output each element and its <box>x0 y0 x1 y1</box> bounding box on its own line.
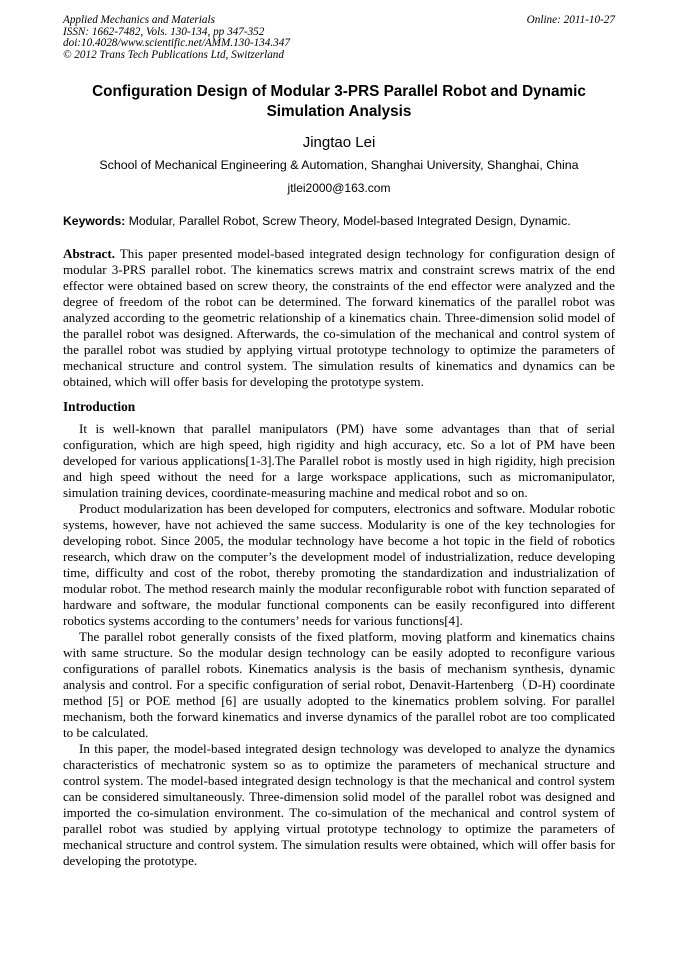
doi-link[interactable]: doi:10.4028/www.scientific.net/AMM.130-134.347 <box>63 37 290 49</box>
section-heading-introduction: Introduction <box>63 399 136 414</box>
paragraph: It is well-known that parallel manipulators (PM) have some advantages than that of serial configuration, which are high speed, high rigidity and high accuracy, etc. So a lot of PM have been developed for various applications[1-3].The Parallel robot is mostly used in high rigidity, high precision and high speed without the need for a large workspace applications, such as micromanipulator, simulation training devices, coordinate-measuring machine and medical robot and so on. <box>63 421 615 500</box>
paper-title: Configuration Design of Modular 3-PRS Parallel Robot and Dynamic Simulation Analysis <box>92 83 586 120</box>
abstract <box>63 246 615 390</box>
issn-line: ISSN: 1662-7482, Vols. 130-134, pp 347-352 <box>63 25 265 38</box>
abstract-label: Abstract. <box>63 246 115 261</box>
keywords-list: Modular, Parallel Robot, Screw Theory, Model-based Integrated Design, Dynamic. <box>128 214 571 228</box>
keywords-label: Keywords: <box>63 214 126 228</box>
author-email[interactable]: jtlei2000@163.com <box>287 181 391 195</box>
journal-header <box>63 15 615 61</box>
journal-name: Applied Mechanics and Materials <box>63 14 215 26</box>
paragraph: Product modularization has been developed for computers, electronics and software. Modular robotic systems, however, have not achieved the same success. Modularity is one of the key technologies for developing robot. Since 2005, the modular technology have become a hot topic in the field of robotics research, which draw on the computer’s the development model of industrialization, reduce developing time, difficulty and cost of the robot, thereby promoting the standardization and industrialization of modular robot. The method research mainly the modular reconfigurable robot with function separated of hardware and software, the modular functional components can be easily reconfigured into different robotics systems according to the contumers’ needs for various functions[4]. <box>63 501 615 628</box>
abstract-text: This paper presented model-based integrated design technology for configuration design of modular 3-PRS parallel robot. The kinematics screws matrix and constraint screws matrix of the end effector were obtained based on screw theory, the constraints of the end effector were analyzed and the degree of freedom of the robot can be determined. The forward kinematics of the parallel robot was analyzed according to the geometric relationship of a kinematics chain. Three-dimension solid model of the parallel robot was designed. Afterwards, the co-simulation of the mechanical and control system of the parallel robot was studied by applying virtual prototype technology to optimize the parameters of mechanical structure and control system. The simulation results of kinematics and dynamics can be obtained, which will offer basis for developing the prototype system. <box>63 246 615 389</box>
copyright-line: © 2012 Trans Tech Publications Ltd, Switzerland <box>63 48 284 61</box>
online-date: Online: 2011-10-27 <box>526 14 615 26</box>
keywords <box>63 213 615 229</box>
paragraph: In this paper, the model-based integrated design technology was developed to analyze the dynamics characteristics of mechatronic system so as to optimize the parameters of mechanical structure and control system. The model-based integrated design technology is that the mechanical and control system can be considered simultaneously. Three-dimension solid model of the parallel robot was designed and imported the co-simulation environment. The co-simulation of the mechanical and control system of parallel robot was studied by applying virtual prototype technology to optimize the parameters of mechanical structure and control system. The simulation results were obtained, which will offer basis for developing the prototype. <box>63 741 615 868</box>
introduction-body <box>63 421 615 869</box>
author-affiliation: School of Mechanical Engineering & Automation, Shanghai University, Shanghai, China <box>99 158 579 172</box>
author-name: Jingtao Lei <box>302 134 376 151</box>
paragraph: The parallel robot generally consists of the fixed platform, moving platform and kinematics chains with same structure. So the modular design technology can be easily adopted to reconfigure various configurations of parallel robots. Kinematics analysis is the basis of mechanism synthesis, dynamic analysis and control. For a specific configuration of serial robot, Denavit-Hartenberg（D-H) coordinate method [5] or POE method [6] are usually adopted to the kinematics problem solving. For parallel mechanism, both the forward kinematics and inverse dynamics of the parallel robot are too complicated to be calculated. <box>63 629 615 740</box>
